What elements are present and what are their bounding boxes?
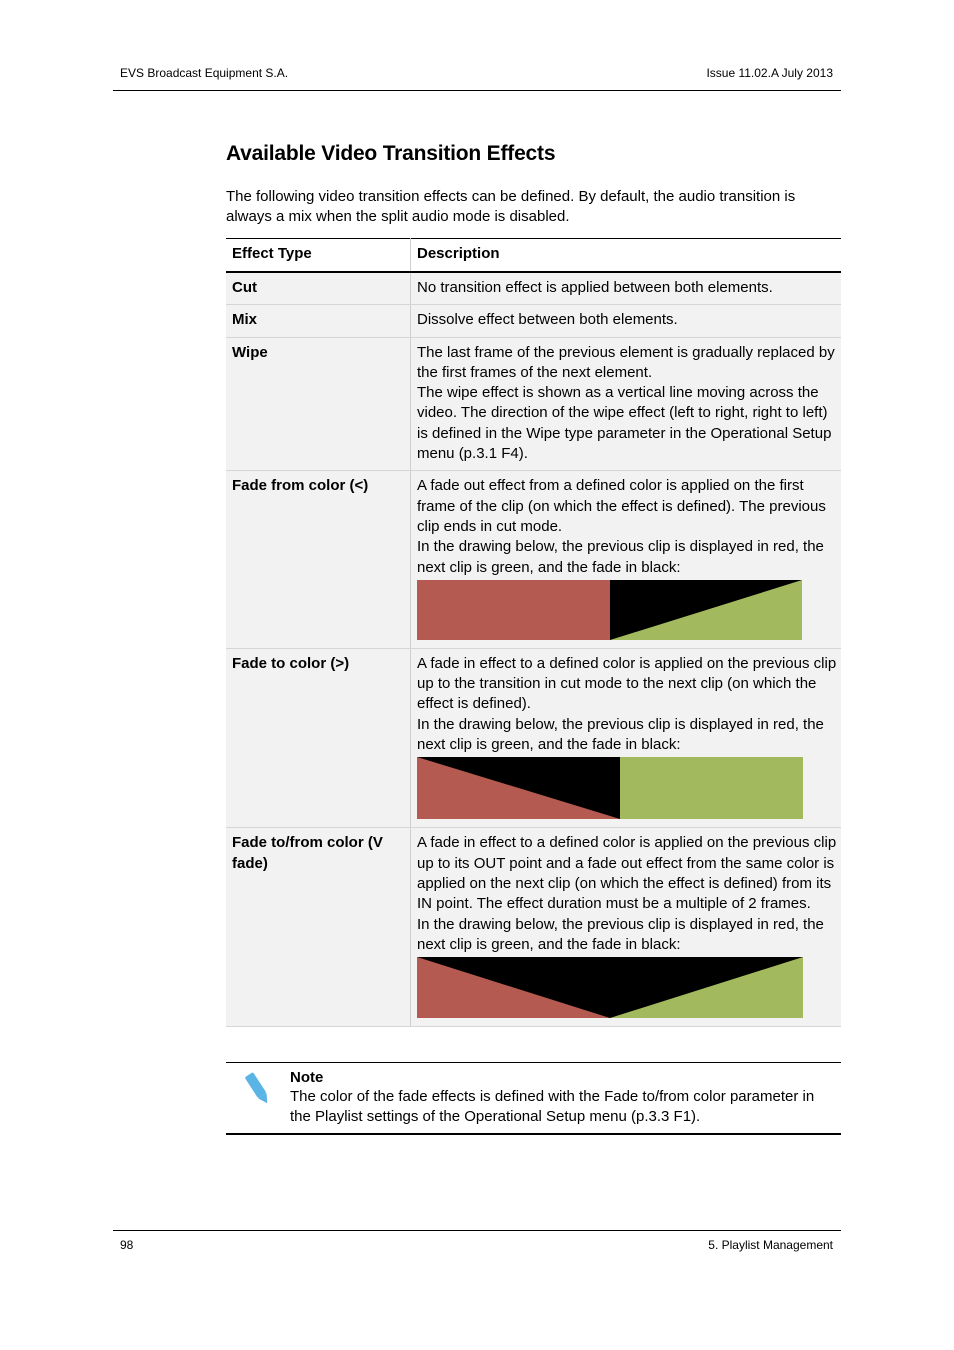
table-row-fade-to-color — [226, 648, 841, 827]
description-line: In the drawing below, the previous clip is displayed in red, the next clip is green, and the fade in black: — [417, 915, 824, 953]
next-clip-segment — [620, 757, 803, 819]
description-cell — [411, 337, 842, 471]
effects-table — [226, 238, 841, 1027]
table-row-mix — [226, 305, 841, 337]
section-intro: The following video transition effects can be defined. By default, the audio transition is always a mix when the split audio mode is disabled. — [226, 188, 796, 225]
description-cell — [411, 272, 842, 305]
column-header-description: Description — [411, 239, 842, 273]
page-number: 98 — [120, 1238, 134, 1252]
description-cell — [411, 828, 842, 1027]
effect-type-cell: Fade from color (<) — [226, 471, 411, 648]
fade-to-color-diagram — [417, 757, 803, 819]
fade-from-color-diagram — [417, 580, 802, 640]
table-header-row — [226, 239, 841, 273]
description-line: No transition effect is applied between both elements. — [417, 279, 773, 296]
description-line: A fade in effect to a defined color is applied on the previous clip up to its OUT point and a fade out effect from the same color is applied on the next clip (on which the effect is defined) from its IN point. The effect duration must be a multiple of 2 frames. — [417, 834, 837, 913]
description-line: Dissolve effect between both elements. — [417, 311, 678, 329]
note-bottom-rule — [226, 1133, 841, 1135]
note-text: The color of the fade effects is defined with the Fade to/from color parameter in the Playlist settings of the Operational Setup menu (p.3.3 F1). — [290, 1088, 815, 1125]
effect-type-cell: Cut — [226, 272, 411, 305]
description-line: In the drawing below, the previous clip is displayed in red, the next clip is green, and the fade in black: — [417, 538, 824, 576]
description-line: In the drawing below, the previous clip is displayed in red, the next clip is green, and the fade in black: — [417, 715, 824, 754]
table-row-fade-from-color — [226, 471, 841, 648]
note-title: Note — [290, 1069, 324, 1086]
column-header-effect-type: Effect Type — [226, 239, 411, 273]
description-cell — [411, 471, 842, 648]
description-cell — [411, 305, 842, 337]
effect-type-cell: Fade to/from color (V fade) — [226, 828, 411, 1027]
header-company: EVS Broadcast Equipment S.A. — [120, 66, 289, 80]
effect-type-cell: Wipe — [226, 337, 411, 471]
effect-type-cell: Fade to color (>) — [226, 648, 411, 827]
description-line: The wipe effect is shown as a vertical line moving across the video. The direction of the wipe effect (left to right, right to left) is defined in the Wipe type parameter in the Operational Setup menu (p.3.1 F4). — [417, 384, 832, 463]
v-fade-diagram — [417, 957, 803, 1018]
description-line: The last frame of the previous element is gradually replaced by the first frames of the next element. — [417, 343, 835, 381]
chapter-title: 5. Playlist Management — [708, 1238, 833, 1252]
pencil-icon — [243, 1069, 273, 1109]
table-row-wipe — [226, 337, 841, 471]
description-line: A fade out effect from a defined color is applied on the first frame of the clip (on which the effect is defined). The previous clip ends in cut mode. — [417, 477, 826, 535]
note-top-rule — [226, 1062, 841, 1063]
previous-clip-segment — [417, 580, 610, 640]
table-row-cut — [226, 272, 841, 305]
table-row-fade-to-from-color — [226, 828, 841, 1027]
description-cell — [411, 648, 842, 827]
header-rule — [113, 90, 841, 91]
footer-rule — [113, 1230, 841, 1231]
description-line: A fade in effect to a defined color is applied on the previous clip up to the transition in cut mode to the next clip (on which the effect is defined). — [417, 654, 837, 713]
section-title: Available Video Transition Effects — [226, 142, 556, 165]
header-issue: Issue 11.02.A July 2013 — [706, 66, 833, 80]
effect-type-cell: Mix — [226, 305, 411, 337]
